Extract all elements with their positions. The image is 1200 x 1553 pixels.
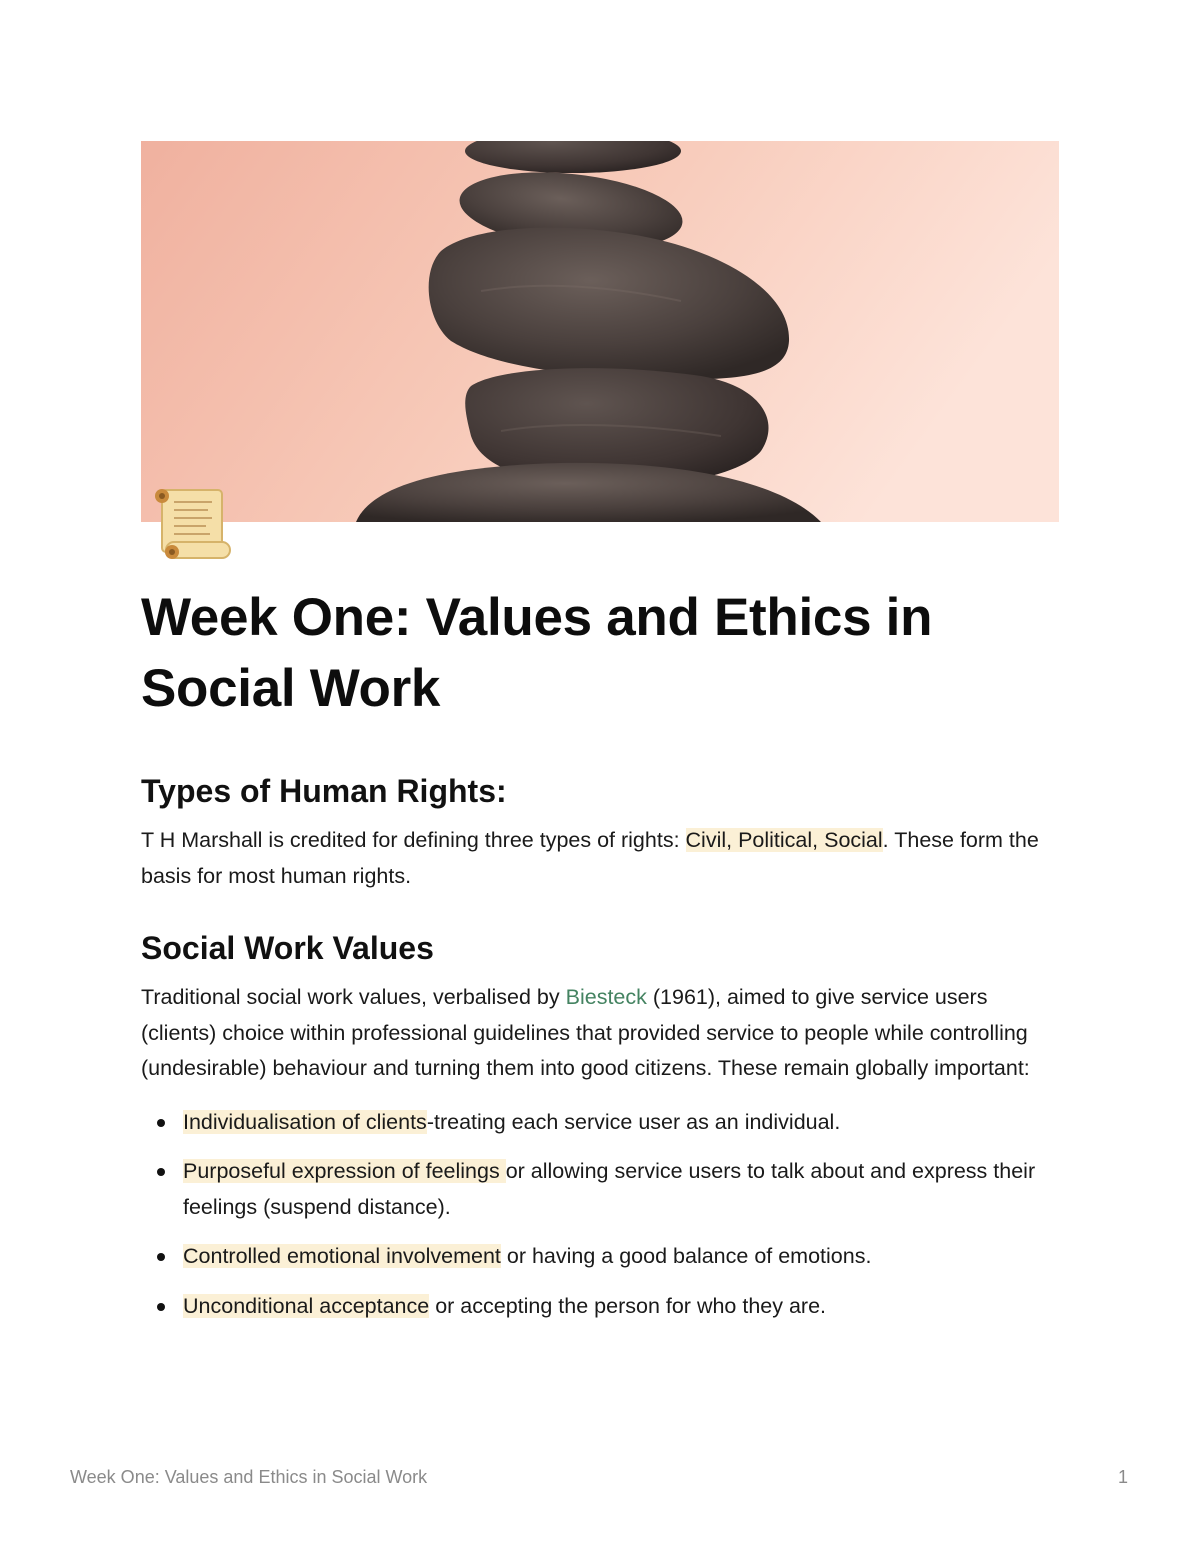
scroll-icon xyxy=(148,486,234,566)
footer-page-number: 1 xyxy=(1117,1467,1128,1487)
list-item-text: or accepting the person for who they are. xyxy=(429,1293,827,1318)
bullet-icon xyxy=(157,1168,165,1176)
footer-title: Week One: Values and Ethics in Social Work xyxy=(70,1467,428,1487)
list-item xyxy=(183,1154,1059,1225)
biesteck-link[interactable]: Biesteck xyxy=(565,985,647,1009)
paragraph-text: Traditional social work values, verbalised by xyxy=(141,985,566,1009)
list-item xyxy=(183,1289,1059,1325)
highlighted-text: Controlled emotional involvement xyxy=(183,1244,501,1268)
bullet-icon xyxy=(157,1119,165,1127)
highlighted-text: Purposeful expression of feelings xyxy=(183,1159,506,1183)
highlighted-text: Civil, Political, Social xyxy=(685,828,883,852)
paragraph-social-work-values xyxy=(141,980,1059,1087)
list-item xyxy=(183,1105,1059,1141)
paragraph-text: (1961), aimed to give service users (clients) choice within professional guidelines that provided service to people while controlling (undesirable) behaviour and turning them into good citizens. These remain globally important: xyxy=(141,985,1030,1080)
paragraph-text: T H Marshall is credited for defining three types of rights: xyxy=(141,828,686,852)
paragraph-text: . These form the basis for most human rights. xyxy=(141,828,1039,888)
list-item-text: or having a good balance of emotions. xyxy=(500,1244,872,1268)
list-item-text: -treating each service user as an individual. xyxy=(426,1109,841,1134)
list-item-text: or allowing service users to talk about and express their feelings (suspend distance). xyxy=(183,1159,1036,1219)
paragraph-human-rights xyxy=(141,823,1059,894)
list-item xyxy=(183,1239,1059,1275)
highlighted-text: Individualisation of clients xyxy=(183,1109,427,1134)
heading-types-of-human-rights: Types of Human Rights: xyxy=(141,773,507,809)
values-list xyxy=(141,1105,1059,1325)
cover-image xyxy=(141,141,1059,522)
page-title: Week One: Values and Ethics in Social Work xyxy=(141,588,933,718)
heading-social-work-values: Social Work Values xyxy=(141,930,434,966)
bullet-icon xyxy=(157,1253,165,1261)
bullet-icon xyxy=(157,1303,165,1311)
page-content xyxy=(141,582,1059,1338)
highlighted-text: Unconditional acceptance xyxy=(183,1293,430,1318)
